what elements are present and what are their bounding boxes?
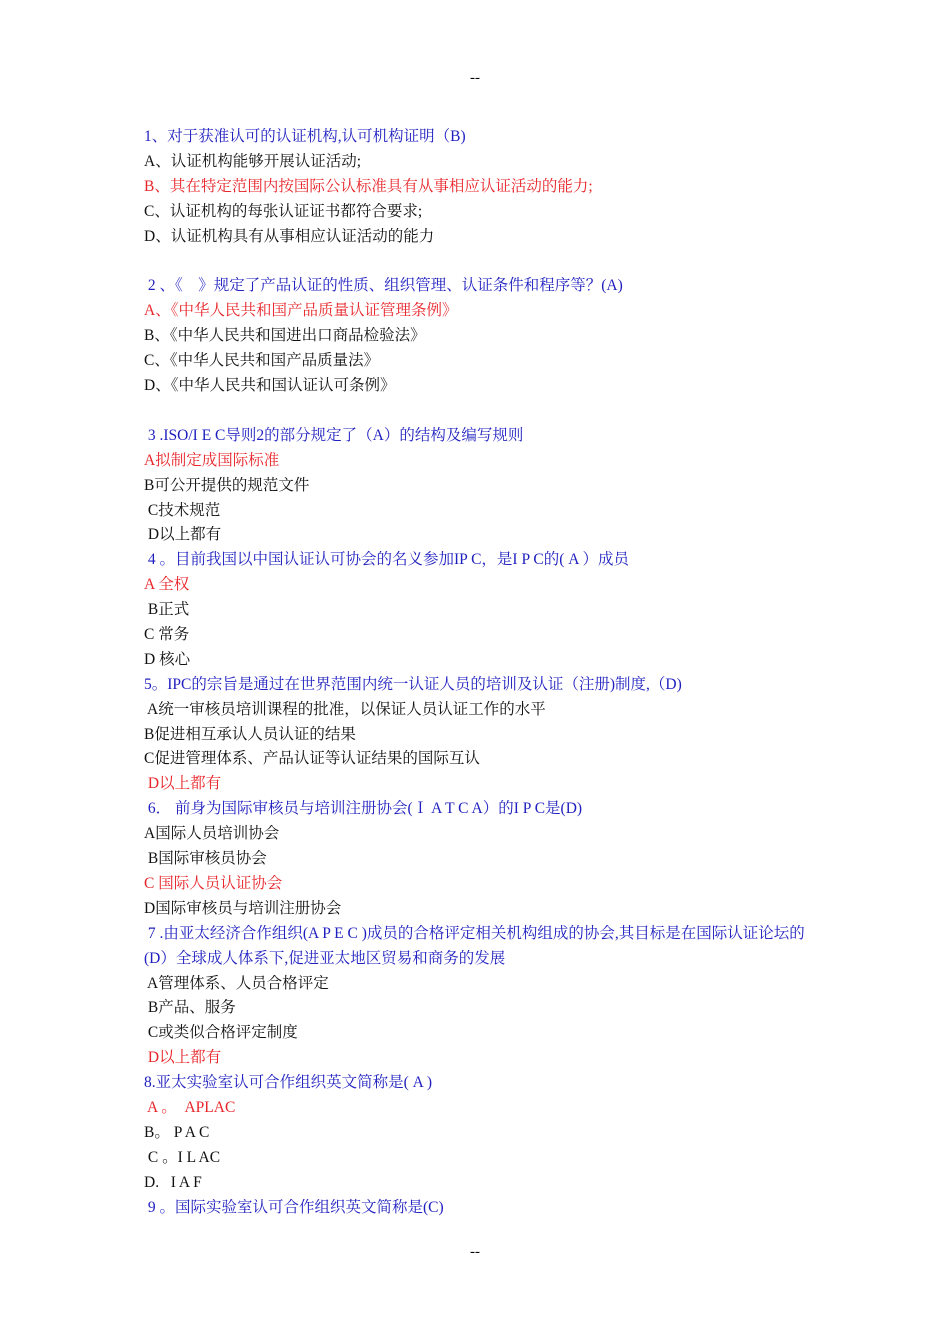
question-7-option-a: A管理体系、人员合格评定: [144, 974, 329, 992]
question-2-option-a: A、《中华人民共和国产品质量认证管理条例》: [144, 302, 458, 320]
question-7-option-c: C或类似合格评定制度: [144, 1024, 298, 1042]
question-2-option-c: C、《中华人民共和国产品质量法》: [144, 352, 380, 370]
question-5-option-a: A统一审核员培训课程的批准，以保证人员认证工作的水平: [144, 700, 546, 718]
question-1-option-a: A、认证机构能够开展认证活动;: [144, 152, 362, 170]
question-2-text: 2 、《 》规定了产品认证的性质、组织管理、认证条件和程序等？(A): [144, 277, 623, 295]
question-6-text: 6． 前身为国际审核员与培训注册协会(Ｉ A T C A）的I P C是(D): [144, 800, 583, 818]
question-9-text: 9 。国际实验室认可合作组织英文简称是(C): [144, 1198, 444, 1216]
question-8-option-b: B。 P A C: [144, 1123, 210, 1141]
question-8-text: 8.亚太实验室认可合作组织英文简称是( A ): [144, 1074, 433, 1092]
spacer: [144, 399, 824, 424]
question-3-text: 3 .ISO/I E C导则2的部分规定了（A）的结构及编写规则: [144, 426, 524, 444]
question-2-option-b: B、《中华人民共和国进出口商品检验法》: [144, 327, 426, 345]
question-7-option-d: D以上都有: [144, 1049, 222, 1067]
question-3-option-c: C技术规范: [144, 501, 221, 519]
question-3-option-a: A拟制定成国际标准: [144, 451, 280, 469]
question-5-text: 5。IPC的宗旨是通过在世界范围内统一认证人员的培训及认证（注册)制度,（D): [144, 675, 682, 693]
question-6-option-c: C 国际人员认证协会: [144, 874, 283, 892]
question-4-option-c: C 常务: [144, 626, 190, 644]
question-5-option-c: C促进管理体系、产品认证等认证结果的国际互认: [144, 750, 480, 768]
question-5-option-d: D以上都有: [144, 775, 222, 793]
page-header-mark: --: [470, 70, 480, 86]
question-4-option-b: B正式: [144, 601, 190, 619]
question-1-text: 1、对于获准认可的认证机构,认可机构证明（B): [144, 128, 466, 145]
question-6-option-b: B国际审核员协会: [144, 850, 267, 868]
question-4-option-a: A 全权: [144, 576, 190, 594]
spacer: [144, 249, 824, 274]
question-1-option-b: B、其在特定范围内按国际公认标准具有从事相应认证活动的能力;: [144, 177, 593, 195]
question-7-text: 7 .由亚太经济合作组织(A P E C )成员的合格评定相关机构组成的协会,其目标是在国际认证论坛的(D）全球成人体系下,促进亚太地区贸易和商务的发展: [144, 924, 805, 967]
question-8-option-d: D. I A F: [144, 1173, 202, 1191]
page-footer-mark: --: [470, 1244, 480, 1260]
question-8-option-c: C 。I L AC: [144, 1148, 221, 1166]
question-3-option-d: D以上都有: [144, 526, 222, 544]
question-6-option-a: A国际人员培训协会: [144, 825, 280, 843]
question-6-option-d: D国际审核员与培训注册协会: [144, 899, 342, 917]
question-1-option-d: D、认证机构具有从事相应认证活动的能力: [144, 227, 435, 245]
question-4-text: 4 。目前我国以中国认证认可协会的名义参加IP C，是I P C的( A ）成员: [144, 551, 629, 569]
question-list: [144, 125, 824, 1220]
question-1-option-c: C、认证机构的每张认证证书都符合要求;: [144, 202, 423, 220]
question-8-option-a: A 。 APLAC: [144, 1098, 236, 1116]
question-5-option-b: B促进相互承认人员认证的结果: [144, 725, 356, 743]
question-7-option-b: B产品、服务: [144, 999, 236, 1017]
question-2-option-d: D、《中华人民共和国认证认可条例》: [144, 377, 396, 395]
question-4-option-d: D 核心: [144, 650, 191, 668]
question-3-option-b: B可公开提供的规范文件: [144, 476, 310, 494]
